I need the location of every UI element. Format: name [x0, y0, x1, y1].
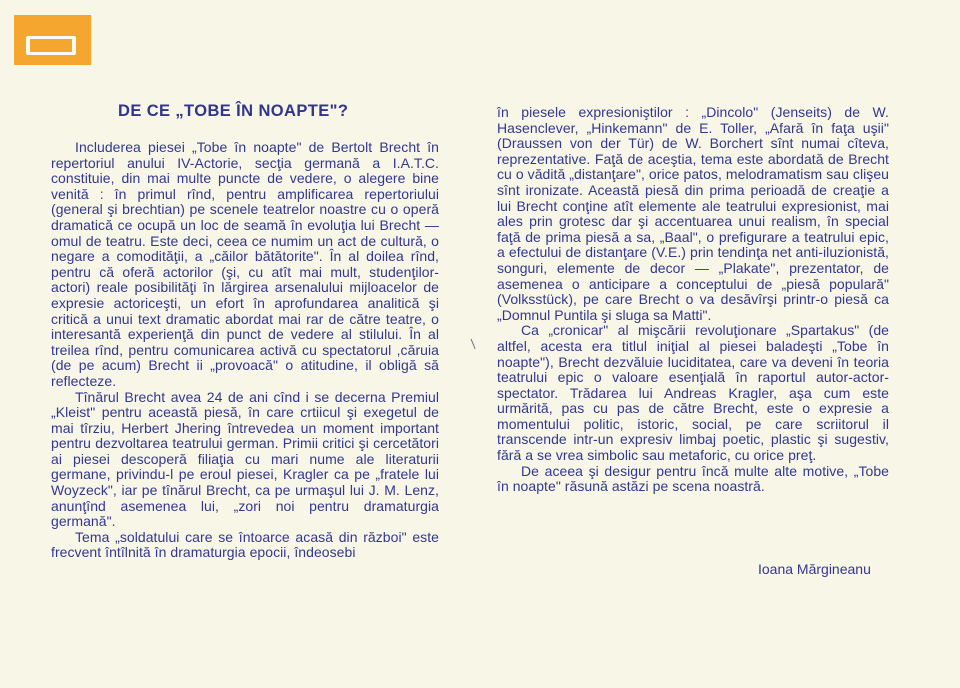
- left-paragraph-3: Tema „soldatului care se întoarce acasă din război" este frecvent întîlnită în dramaturgia epocii, îndeosebi: [51, 528, 439, 561]
- left-paragraph-2: Tînărul Brecht avea 24 de ani cînd i se decerna Premiul „Kleist" pentru această piesă, în care crtiicul şi exegetul de mai tîrziu, Herbert Jhering întrevedea un moment important pentru dezvoltarea teatrului german. Primii critici şi cercetători ai piesei descoperă filiaţia cu mari nume ale literaturii germane, privindu-l pe eroul piesei, Kragler ca pe „fratele lui Woyzeck", iar pe tînărul Brecht, ca pe urmaşul lui J. M. Lenz, anunţînd asemenea lui, „zori noi pentru dramaturgia germană".: [51, 388, 439, 530]
- right-paragraph-3: De aceea şi desigur pentru încă multe alte motive, „Tobe în noapte" răsună astăzi pe scena noastră.: [497, 462, 889, 495]
- signature: Ioana Mărgineanu: [758, 561, 871, 577]
- right-paragraph-1: în piesele expresioniştilor : „Dincolo" (Jenseits) de W. Hasenclever, „Hinkemann" de E. Toller, „Afară în faţa uşii" (Draussen von der Tür) de W. Borchert sînt numai cîteva, reprezentative. Faţă de aceştia, tema este abordată de Brecht cu o vădită „distanţare", orice patos, melodramatism sau clişeu sînt ironizate. Această piesă din prima perioadă de creaţie a lui Brecht conţine atît elemente ale teatrului expresionist, mai ales prin grotesc dar şi accentuarea unui realism, în special faţă de prima piesă a sa, „Baal", o prefigurare a teatrului epic, a efectului de distanţare (V.E.) prin tendinţa net anti-iluzionistă, songuri, elemente de decor — „Plakate", prezentator, de asemenea o anticipare a conceptului de „piesă populară" (Volksstück), pe care Brecht o va desăvîrşi printr-o piesă ca „Domnul Puntila şi sluga sa Matti".: [497, 104, 889, 323]
- page-title: DE CE „TOBE ÎN NOAPTE"?: [118, 102, 349, 120]
- right-paragraph-2: Ca „cronicar" al mişcării revoluţionare „Spartakus" (de altfel, acesta era titlul iniţial al piesei baladeşti „Tobe în noapte"), Brecht dezvăluie luciditatea, care va deveni în teoria teatrului epic o valoare esenţială în raportul autor-actor-spectator. Trădarea lui Andreas Kragler, aşa cum este urmărită, pas cu pas de către Brecht, este o expresie a momentului politic, istoric, social, pe care scriitorul il transcende intr-un expresiv limbaj poetic, plastic şi sugestiv, fără a se vrea simbolic sau metaforic, cu orice preţ.: [497, 322, 889, 464]
- left-paragraph-1: Includerea piesei „Tobe în noapte" de Bertolt Brecht în repertoriul anului IV-Actorie, secţia germană a I.A.T.C. constituie, din mai multe puncte de vedere, o alegere bine venită : în primul rînd, pentru amplificarea repertoriului (general şi brechtian) pe scenele teatrelor noastre cu o operă dramatică ce ocupă un loc de seamă în evoluţia lui Brecht — omul de teatru. Este deci, ceea ce numim un act de cultură, o negare a comodităţii, a „căilor bătătorite". În al doilea rînd, pentru că oferă actorilor (şi, cu atît mai mult, studenţilor-actori) reale posibilităţi în lărgirea arsenalului mijloacelor de expresie actoriceşti, un efort în aprofundarea analitică şi critică a unui text dramatic abordat mai rar de către teatre, o interesantă experienţă din punct de vedere al stilului. În al treilea rînd, pentru comunicarea activă cu spectatorul ,căruia (de pe acum) Brecht ii „provoacă" o atitudine, il obligă să reflecteze.: [51, 139, 439, 389]
- logo: [14, 15, 91, 65]
- stray-mark: [470, 338, 476, 350]
- logo-core: [28, 37, 74, 54]
